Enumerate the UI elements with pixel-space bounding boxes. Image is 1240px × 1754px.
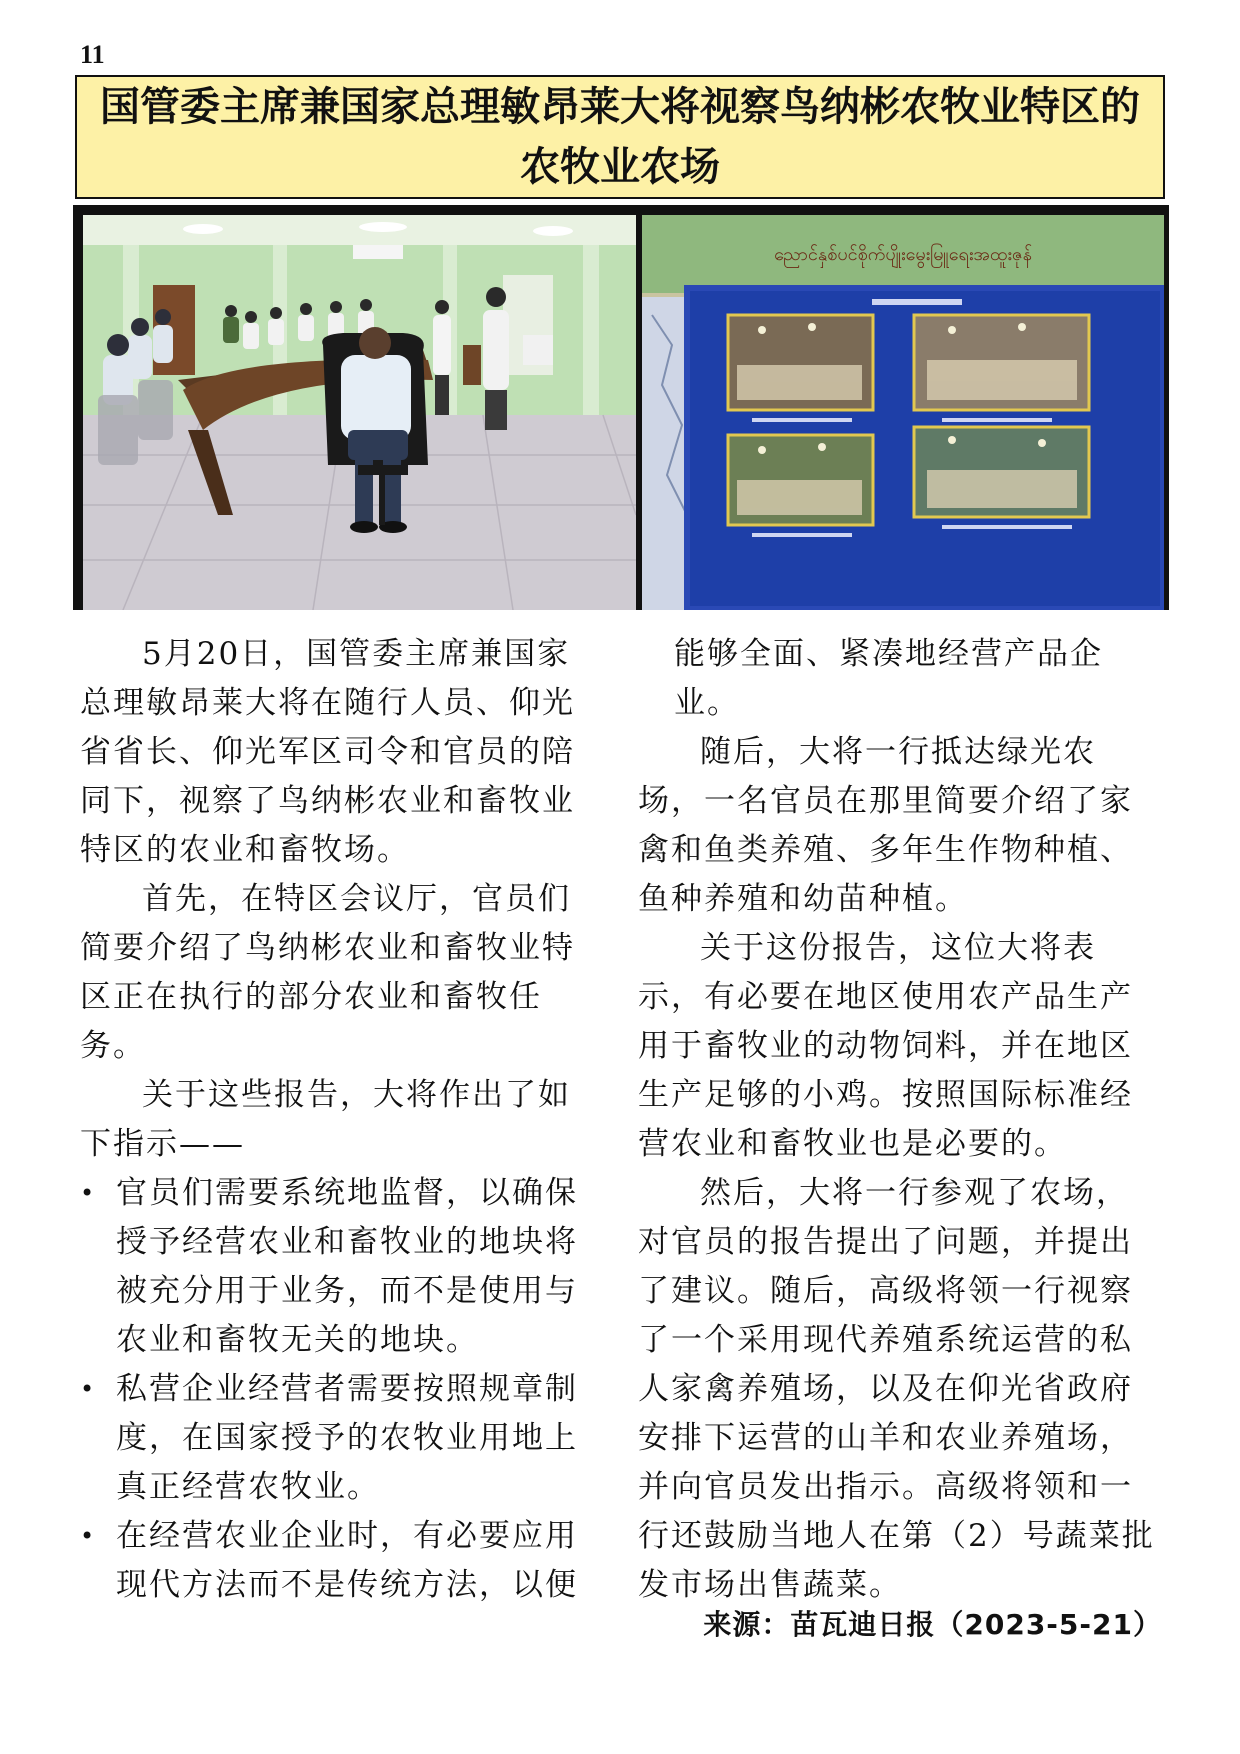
paragraph: 随后，大将一行抵达绿光农场，一名官员在那里简要介绍了家禽和鱼类养殖、多年生作物种植、鱼种养殖和幼苗种植。 [638,734,1133,917]
right-column [638,630,1156,1610]
article-title: 国管委主席兼国家总理敏昂莱大将视察鸟纳彬农牧业特区的农牧业农场 [100,84,1140,190]
banner-text: ညောင်နှစ်ပင်စိုက်ပျိုးမွေးမြူရေးအထူးဇုန် [774,244,1032,265]
list-item [80,1512,595,1610]
bullet-icon: • [80,1522,97,1550]
list-item-text: 私营企业经营者需要按照规章制度，在国家授予的农牧业用地上真正经营农牧业。 [116,1371,578,1505]
presentation-photo [642,215,1164,610]
paragraph: 5月20日，国管委主席兼国家总理敏昂莱大将在随行人员、仰光省省长、仰光军区司令和官员的陪同下，视察了鸟纳彬农业和畜牧业特区的农业和畜牧场。 [80,636,575,868]
list-item-text: 官员们需要系统地监督，以确保授予经营农业和畜牧业的地块将被充分用于业务，而不是使用与农业和畜牧无关的地块。 [116,1175,578,1358]
paragraph: 关于这些报告，大将作出了如下指示—— [80,1077,571,1162]
paragraph: 然后，大将一行参观了农场，对官员的报告提出了问题，并提出了建议。随后，高级将领一行视察了一个采用现代养殖系统运营的私人家禽养殖场，以及在仰光省政府安排下运营的山羊和农业养殖场，并向官员发出指示。高级将领和一行还鼓励当地人在第（2）号蔬菜批发市场出售蔬菜。 [638,1175,1155,1603]
paragraph: 关于这份报告，这位大将表示，有必要在地区使用农产品生产用于畜牧业的动物饲料，并在地区生产足够的小鸡。按照国际标准经营农业和畜牧业也是必要的。 [638,930,1133,1162]
list-item-text: 在经营农业企业时，有必要应用现代方法而不是传统方法，以便 [116,1518,578,1603]
list-item-continuation: 能够全面、紧凑地经营产品企业。 [674,636,1103,721]
photo-frame [73,205,1169,610]
list-item [80,1169,595,1365]
left-column [80,630,595,1610]
paragraph: 首先，在特区会议厅，官员们简要介绍了鸟纳彬农业和畜牧业特区正在执行的部分农业和畜牧任务。 [80,881,575,1064]
bullet-icon: • [80,1179,97,1207]
instruction-list [80,1169,595,1610]
source-citation: 来源：苗瓦迪日报（2023-5-21） [703,1608,1162,1641]
page-number: 11 [80,40,105,69]
meeting-room-photo [83,215,636,610]
list-item [80,1365,595,1512]
bullet-icon: • [80,1375,97,1403]
title-box [75,75,1165,199]
